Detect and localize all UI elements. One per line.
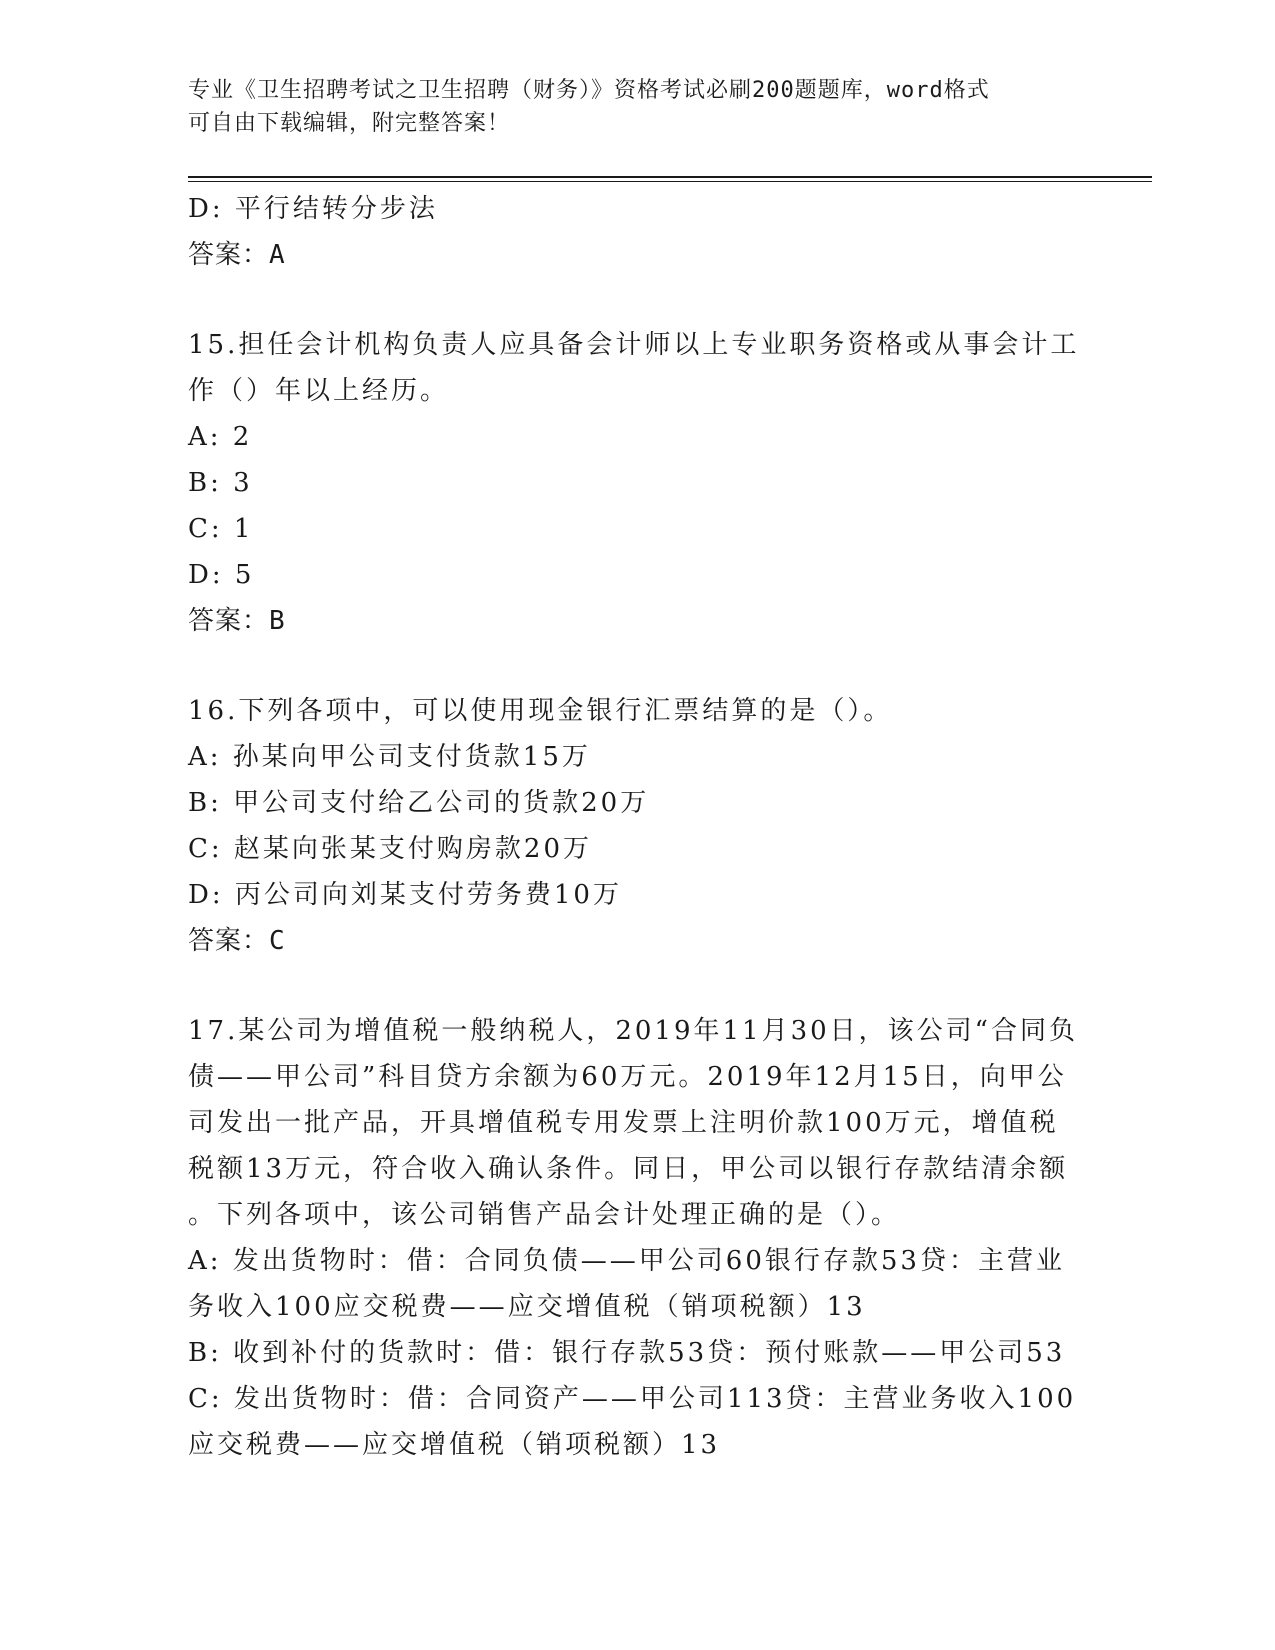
option-d: D: 丙公司向刘某支付劳务费10万 [188, 880, 622, 910]
question-stem: 债——甲公司”科目贷方余额为60万元。2019年12月15日，向甲公 [188, 1062, 1067, 1092]
option-d: D: 5 [188, 560, 255, 590]
option-a: A: 孙某向甲公司支付货款15万 [188, 742, 591, 772]
question-stem: 税额13万元，符合收入确认条件。同日，甲公司以银行存款结清余额 [188, 1154, 1069, 1184]
question-stem: 作（）年以上经历。 [188, 376, 450, 406]
option-c: C: 发出货物时：借：合同资产——甲公司113贷：主营业务收入100 [188, 1384, 1077, 1414]
spacer [188, 278, 1088, 322]
option-b: B: 收到补付的货款时：借：银行存款53贷：预付账款——甲公司53 [188, 1338, 1066, 1368]
header-line-2: 可自由下载编辑，附完整答案！ [188, 111, 511, 136]
option-a: A: 2 [188, 422, 253, 452]
question-stem: 16.下列各项中，可以使用现金银行汇票结算的是（）。 [188, 696, 893, 726]
option-c: C: 赵某向张某支付购房款20万 [188, 834, 593, 864]
option-b: B: 3 [188, 468, 253, 498]
question-stem: 17.某公司为增值税一般纳税人，2019年11月30日，该公司“合同负 [188, 1016, 1078, 1046]
header-line-1: 专业《卫生招聘考试之卫生招聘（财务）》资格考试必刷200题题库，word格式 [188, 78, 990, 103]
spacer [188, 644, 1088, 688]
option-c-continued: 应交税费——应交增值税（销项税额）13 [188, 1430, 721, 1460]
option-a: A: 发出货物时：借：合同负债——甲公司60银行存款53贷：主营业 [188, 1246, 1065, 1276]
question-stem: 。下列各项中，该公司销售产品会计处理正确的是（）。 [188, 1200, 901, 1230]
header-divider-thick [188, 176, 1152, 178]
document-header [188, 74, 1088, 140]
question-stem: 15.担任会计机构负责人应具备会计师以上专业职务资格或从事会计工 [188, 330, 1080, 360]
answer: 答案：A [188, 240, 286, 270]
option-b: B: 甲公司支付给乙公司的货款20万 [188, 788, 650, 818]
spacer [188, 964, 1088, 1008]
option-c: C: 1 [188, 514, 254, 544]
header-divider-thin [188, 181, 1152, 182]
answer: 答案：C [188, 926, 286, 956]
option-a-continued: 务收入100应交税费——应交增值税（销项税额）13 [188, 1292, 866, 1322]
answer: 答案：B [188, 606, 286, 636]
question-15 [188, 322, 1088, 644]
question-14-tail [188, 186, 1088, 278]
question-17 [188, 1008, 1088, 1468]
document-body [188, 186, 1088, 1468]
question-16 [188, 688, 1088, 964]
question-stem: 司发出一批产品，开具增值税专用发票上注明价款100万元，增值税 [188, 1108, 1059, 1138]
option-d: D: 平行结转分步法 [188, 194, 438, 224]
